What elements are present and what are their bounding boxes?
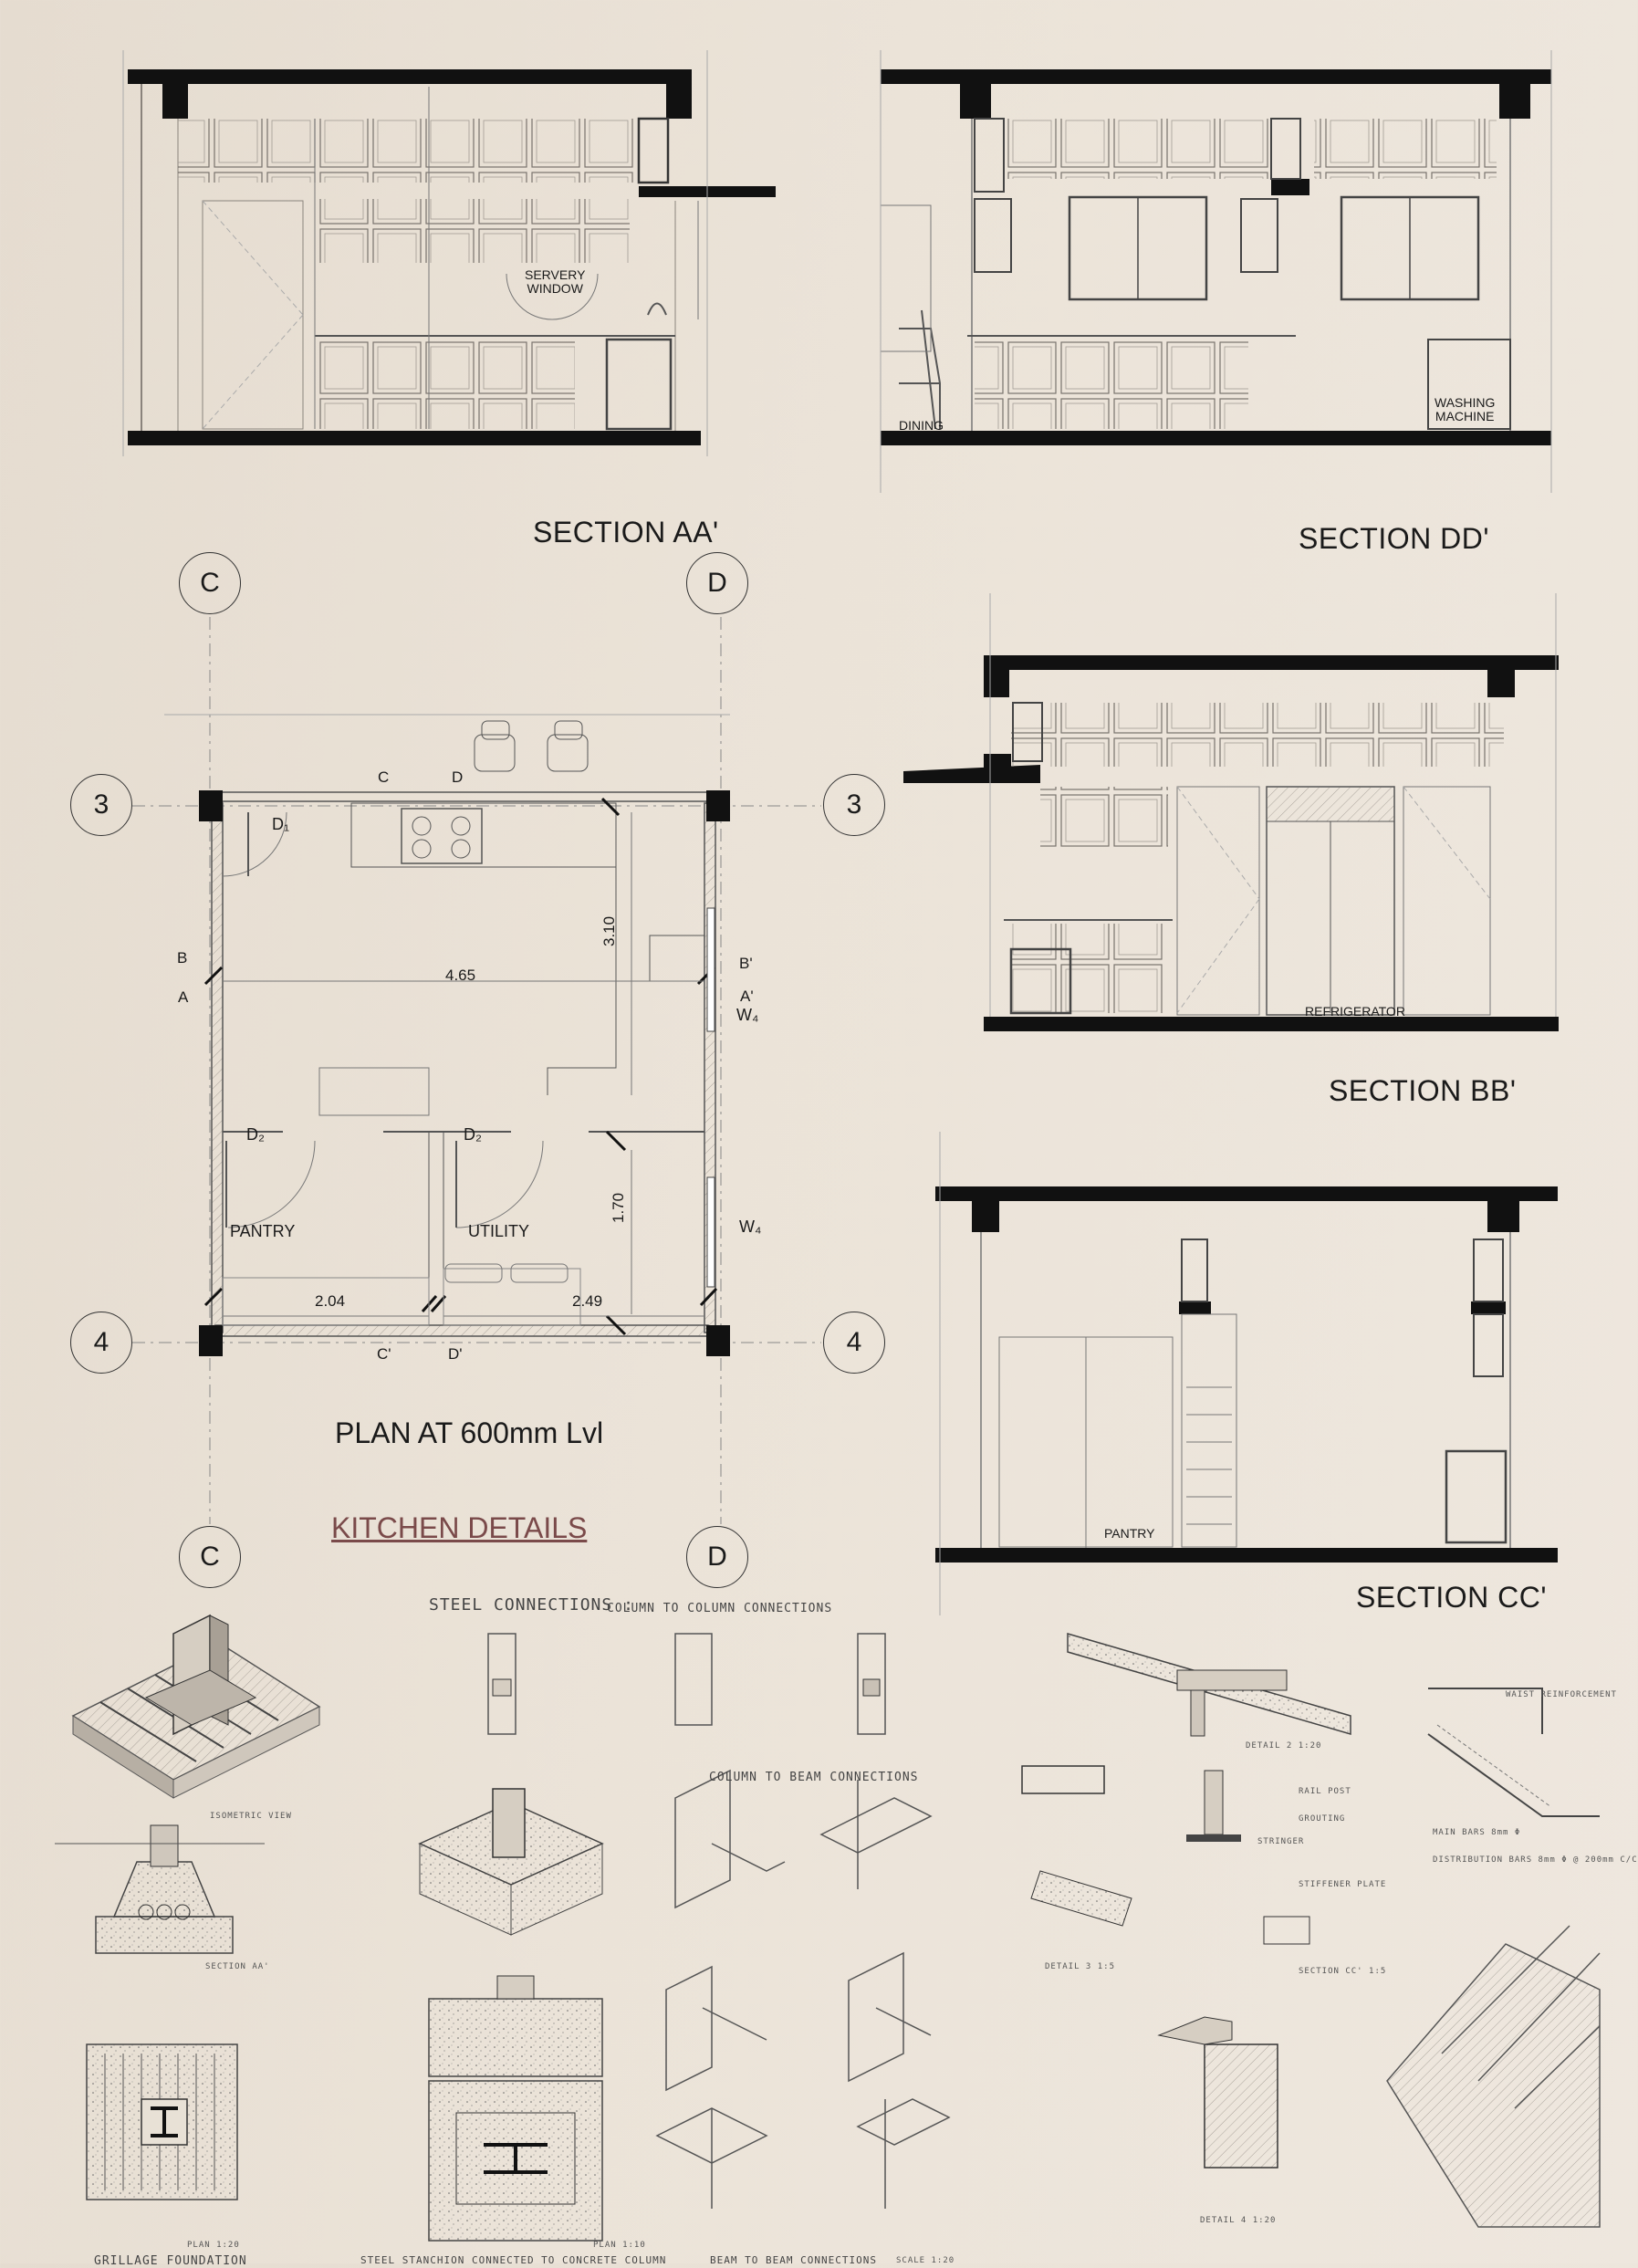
- room-label-utility: UTILITY: [468, 1222, 530, 1240]
- pantry-elevation-label: PANTRY: [1104, 1526, 1155, 1541]
- scale-20-label: SCALE 1:20: [896, 2256, 955, 2265]
- grid-bubble-3-left: 3: [70, 774, 132, 836]
- stanchion-label: STEEL STANCHION CONNECTED TO CONCRETE COLUMN: [360, 2254, 667, 2266]
- tag-d2-utility: D₂: [464, 1125, 482, 1144]
- section-bb-title: SECTION BB': [1329, 1074, 1517, 1107]
- rail-post-label: RAIL POST: [1299, 1787, 1351, 1796]
- column-to-column-label: COLUMN TO COLUMN CONNECTIONS: [607, 1602, 833, 1615]
- beam-to-beam-label: BEAM TO BEAM CONNECTIONS: [710, 2254, 877, 2266]
- tag-b: B: [177, 949, 188, 967]
- grid-bubble-c-top: C: [179, 552, 241, 614]
- section-dd-drawing: [881, 50, 1551, 493]
- tag-d1: D₁: [272, 815, 290, 833]
- grid-bubble-d-top: D: [686, 552, 748, 614]
- refrigerator-label: REFRIGERATOR: [1305, 1004, 1405, 1019]
- section-cc-drawing: [935, 1132, 1558, 1615]
- room-label-pantry: PANTRY: [230, 1222, 296, 1240]
- stiffener-plate-label: STIFFENER PLATE: [1299, 1880, 1387, 1889]
- section-aa-detail-label: SECTION AA': [205, 1962, 270, 1971]
- grid-bubble-c-bottom: C: [179, 1526, 241, 1588]
- detail-4-label: DETAIL 4 1:20: [1200, 2216, 1277, 2225]
- kitchen-details-heading: KITCHEN DETAILS: [331, 1511, 588, 1544]
- section-aa-drawing: [123, 50, 776, 456]
- section-aa-title: SECTION AA': [533, 516, 719, 549]
- steel-connections-label: STEEL CONNECTIONS :: [429, 1595, 634, 1615]
- tag-d: D: [452, 768, 464, 786]
- plan-drawing: [132, 617, 821, 1524]
- servery-window-label: [525, 268, 585, 296]
- tag-w4-upper: W₄: [736, 1006, 759, 1024]
- tag-w4-lower: W₄: [739, 1218, 762, 1236]
- waist-reinforcement-label: WAIST REINFORCEMENT: [1506, 1690, 1617, 1699]
- grid-bubble-d-bottom: D: [686, 1526, 748, 1588]
- tag-b-prime: B': [739, 955, 753, 972]
- grid-bubble-4-left: 4: [70, 1312, 132, 1374]
- washing-machine-label: [1435, 396, 1495, 423]
- dimension-lower: 1.70: [610, 1192, 627, 1223]
- washing-label-line1: WASHING: [1435, 395, 1496, 410]
- section-bb-drawing: [903, 593, 1559, 1031]
- column-to-beam-label: COLUMN TO BEAM CONNECTIONS: [709, 1771, 919, 1784]
- washing-label-line2: MACHINE: [1435, 409, 1495, 423]
- section-cc-detail-label: SECTION CC' 1:5: [1299, 1967, 1387, 1976]
- plan-title: PLAN AT 600mm Lvl: [335, 1416, 604, 1449]
- servery-label-line2: WINDOW: [527, 281, 583, 296]
- plan-scale-label: PLAN 1:20: [187, 2241, 240, 2250]
- tag-c-prime: C': [377, 1345, 391, 1363]
- servery-label-line1: SERVERY: [525, 267, 586, 282]
- grid-bubble-4-right: 4: [823, 1312, 885, 1374]
- dimension-width: 4.65: [445, 967, 476, 984]
- distribution-bars-label: DISTRIBUTION BARS 8mm Φ @ 200mm C/C: [1433, 1855, 1638, 1865]
- isometric-view-label: ISOMETRIC VIEW: [210, 1812, 292, 1821]
- details-drawing: [55, 1615, 1600, 2241]
- dimension-utility-width: 2.49: [572, 1292, 603, 1310]
- grid-bubble-3-right: 3: [823, 774, 885, 836]
- tag-a-prime: A': [740, 988, 754, 1005]
- tag-d2-pantry: D₂: [246, 1125, 265, 1144]
- tag-c: C: [378, 768, 390, 786]
- detail-2-label: DETAIL 2 1:20: [1246, 1741, 1322, 1751]
- tag-a: A: [178, 988, 189, 1006]
- main-bars-label: MAIN BARS 8mm Φ: [1433, 1828, 1521, 1837]
- section-dd-title: SECTION DD': [1299, 522, 1489, 555]
- grillage-foundation-label: GRILLAGE FOUNDATION: [94, 2254, 247, 2268]
- plan-10-label: PLAN 1:10: [593, 2241, 646, 2250]
- grouting-label: GROUTING: [1299, 1814, 1346, 1824]
- dining-label: DINING: [899, 418, 944, 433]
- detail-3-label: DETAIL 3 1:5: [1045, 1962, 1116, 1971]
- dimension-pantry-width: 2.04: [315, 1292, 346, 1310]
- section-cc-title: SECTION CC': [1356, 1581, 1547, 1614]
- dimension-depth: 3.10: [600, 915, 618, 946]
- stringer-label: STRINGER: [1257, 1837, 1305, 1846]
- tag-d-prime: D': [448, 1345, 463, 1363]
